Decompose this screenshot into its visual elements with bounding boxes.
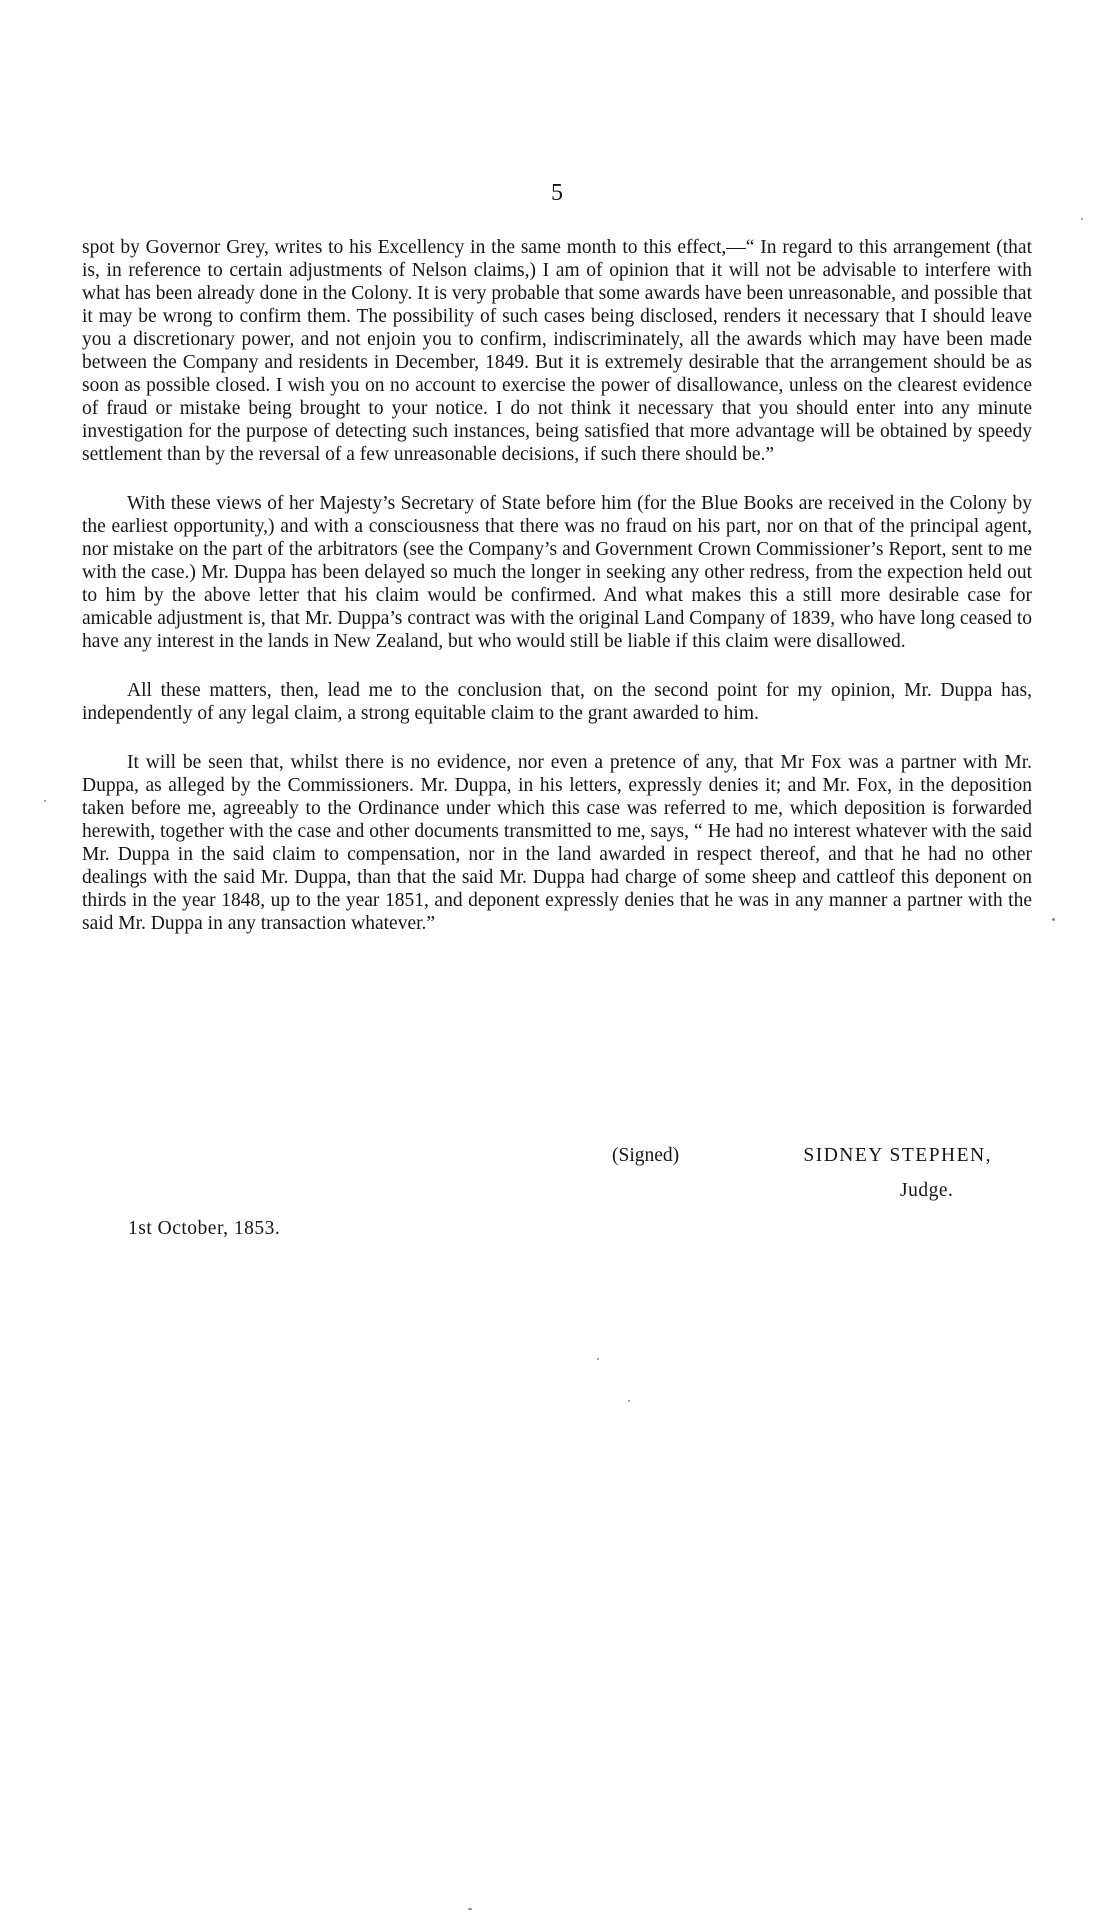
signer-name: SIDNEY STEPHEN, <box>803 1145 992 1166</box>
paragraph-3: All these matters, then, lead me to the conclusion that, on the second point for my opinion, Mr. Duppa has, independently of any legal claim, a strong equitable claim to the grant awarded to him. <box>82 680 1032 724</box>
paragraph-4: It will be seen that, whilst there is no evidence, nor even a pretence of any, that Mr Fox was a partner with Mr. Duppa, as alleged by the Commissioners. Mr. Duppa, in his letters, expressly denies it; and Mr. Fox, in the deposition taken before me, agreeably to the Ordinance under which this case was referred to me, which deposition is forwarded herewith, together with the case and other documents transmitted to me, says, “ He had no interest whatever with the said Mr. Duppa in the said claim to compensation, nor in the land awarded in respect thereof, and that he had no other dealings with the said Mr. Duppa, than that the said Mr. Duppa had charge of some sheep and cattleof this deponent on thirds in the year 1848, up to the year 1851, and deponent expressly denies that he was in any manner a partner with the said Mr. Duppa in any transaction whatever.” <box>82 752 1032 934</box>
print-speck <box>1081 218 1083 220</box>
paragraph-2: With these views of her Majesty’s Secretary of State before him (for the Blue Books are received in the Colony by the earliest opportunity,) and with a consciousness that there was no fraud on his part, nor on that of the principal agent, nor mistake on the part of the arbitrators (see the Company’s and Government Crown Commissioner’s Report, sent to me with the case.) Mr. Duppa has been delayed so much the longer in seeking any other redress, from the expection held out to him by the above letter that his claim would be confirmed. And what makes this a still more desirable case for amicable adjustment is, that Mr. Duppa’s contract was with the original Land Company of 1839, who have long ceased to have any interest in the lands in New Zealand, but who would still be liable if this claim were disallowed. <box>82 493 1032 652</box>
document-date: 1st October, 1853. <box>128 1218 281 1239</box>
print-speck <box>597 1358 599 1360</box>
print-speck <box>468 1908 472 1910</box>
signer-title: Judge. <box>900 1180 954 1201</box>
signature-block <box>612 1145 1032 1167</box>
body-text <box>82 236 1032 961</box>
signature-line <box>612 1145 992 1167</box>
print-speck <box>1052 918 1055 921</box>
print-speck <box>628 1400 630 1402</box>
print-speck <box>44 800 46 802</box>
page-number: 5 <box>551 180 563 206</box>
paragraph-1: spot by Governor Grey, writes to his Excellency in the same month to this effect,—“ In regard to this arrangement (that is, in reference to certain adjustments of Nelson claims,) I am of opinion that it will not be advisable to interfere with what has been already done in the Colony. It is very probable that some awards have been unreasonable, and possible that it may be wrong to confirm them. The possibility of such cases being disclosed, renders it necessary that I should leave you a discretionary power, and not enjoin you to confirm, indiscriminately, all the awards which may have been made between the Company and residents in December, 1849. But it is extremely desirable that the arrangement should be as soon as possible closed. I wish you on no account to exercise the power of disallowance, unless on the clearest evidence of fraud or mistake being brought to your notice. I do not think it necessary that you should enter into any minute investigation for the purpose of detecting such instances, being satisfied that more advantage will be obtained by speedy settlement than by the reversal of a few unreasonable decisions, if such there should be.” <box>82 237 1032 465</box>
signed-label: (Signed) <box>612 1145 680 1166</box>
